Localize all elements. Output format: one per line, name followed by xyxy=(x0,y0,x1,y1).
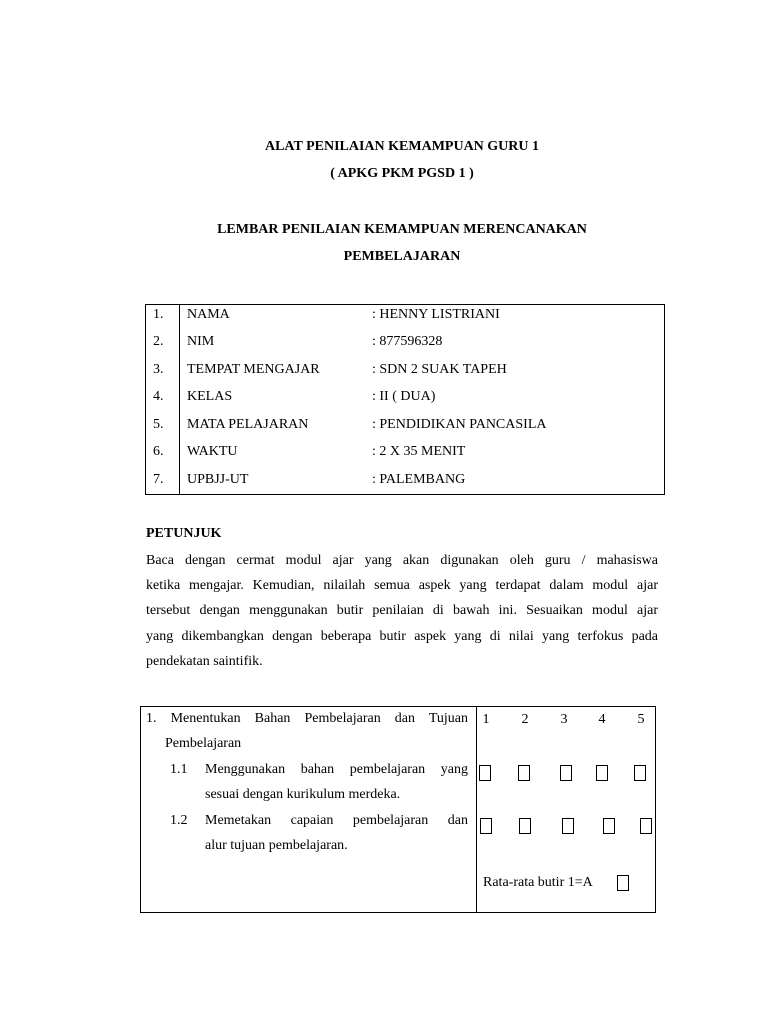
identity-row xyxy=(146,387,664,407)
item-1-2-score-4-checkbox[interactable] xyxy=(603,818,615,834)
row-value: : PENDIDIKAN PANCASILA xyxy=(372,417,547,432)
score-label-2: 2 xyxy=(521,712,529,727)
sheet-title-line-1: LEMBAR PENILAIAN KEMAMPUAN MERENCANAKAN xyxy=(217,222,587,237)
row-value: : HENNY LISTRIANI xyxy=(372,307,500,322)
instructions-line: tersebut dengan menggunakan butir penilaian di bawah ini. Sesuaikan modul ajar xyxy=(146,603,658,618)
instructions-line: pendekatan saintifik. xyxy=(146,654,263,669)
row-number: 1. xyxy=(153,307,164,322)
row-value: : 877596328 xyxy=(372,334,443,349)
row-label: NAMA xyxy=(187,307,230,322)
section-title-line-2: Pembelajaran xyxy=(165,736,242,751)
item-1-1-score-1-checkbox[interactable] xyxy=(479,765,491,781)
item-1-2-score-5-checkbox[interactable] xyxy=(640,818,652,834)
row-value: : II ( DUA) xyxy=(372,389,436,404)
row-value: : SDN 2 SUAK TAPEH xyxy=(372,362,507,377)
item-1-1-score-2-checkbox[interactable] xyxy=(518,765,530,781)
row-number: 6. xyxy=(153,444,164,459)
instructions-line: ketika mengajar. Kemudian, nilailah semua aspek yang terdapat dalam modul ajar xyxy=(146,578,658,593)
item-number: 1.1 xyxy=(170,762,188,777)
row-number: 5. xyxy=(153,417,164,432)
document-subtitle: ( APKG PKM PGSD 1 ) xyxy=(330,166,474,181)
score-label-4: 4 xyxy=(598,712,606,727)
identity-row xyxy=(146,360,664,380)
row-label: UPBJJ-UT xyxy=(187,472,249,487)
average-label: Rata-rata butir 1=A xyxy=(483,875,593,890)
identity-row xyxy=(146,305,664,325)
assessment-table xyxy=(140,706,656,913)
item-1-2-score-3-checkbox[interactable] xyxy=(562,818,574,834)
item-text-line-1: Memetakan capaian pembelajaran dan xyxy=(205,813,468,828)
item-1-2-score-2-checkbox[interactable] xyxy=(519,818,531,834)
row-number: 2. xyxy=(153,334,164,349)
row-value: : 2 X 35 MENIT xyxy=(372,444,466,459)
item-number: 1.2 xyxy=(170,813,188,828)
identity-row xyxy=(146,470,664,490)
item-1-1-score-3-checkbox[interactable] xyxy=(560,765,572,781)
item-1-1-score-4-checkbox[interactable] xyxy=(596,765,608,781)
item-1-1-score-5-checkbox[interactable] xyxy=(634,765,646,781)
average-score-box[interactable] xyxy=(617,875,629,891)
instructions-line: yang dikembangkan dengan beberapa butir aspek yang di nilai yang terfokus pada xyxy=(146,629,658,644)
item-text-line-1: Menggunakan bahan pembelajaran yang xyxy=(205,762,468,777)
identity-row xyxy=(146,332,664,352)
item-text-line-2: sesuai dengan kurikulum merdeka. xyxy=(205,787,401,802)
document-title: ALAT PENILAIAN KEMAMPUAN GURU 1 xyxy=(264,139,540,154)
assessment-table-divider xyxy=(476,707,477,912)
identity-row xyxy=(146,415,664,435)
row-label: TEMPAT MENGAJAR xyxy=(187,362,320,377)
row-number: 3. xyxy=(153,362,164,377)
item-text-line-2: alur tujuan pembelajaran. xyxy=(205,838,348,853)
row-label: MATA PELAJARAN xyxy=(187,417,309,432)
row-number: 4. xyxy=(153,389,164,404)
section-title-line-1: 1. Menentukan Bahan Pembelajaran dan Tujuan xyxy=(146,711,468,726)
instructions-line: Baca dengan cermat modul ajar yang akan digunakan oleh guru / mahasiswa xyxy=(146,553,658,568)
score-label-3: 3 xyxy=(560,712,568,727)
row-label: KELAS xyxy=(187,389,233,404)
identity-row xyxy=(146,442,664,462)
row-value: : PALEMBANG xyxy=(372,472,466,487)
item-1-2-score-1-checkbox[interactable] xyxy=(480,818,492,834)
score-label-1: 1 xyxy=(482,712,490,727)
instructions-heading: PETUNJUK xyxy=(146,526,222,541)
row-label: NIM xyxy=(187,334,215,349)
identity-table xyxy=(145,304,665,495)
row-label: WAKTU xyxy=(187,444,238,459)
row-number: 7. xyxy=(153,472,164,487)
sheet-title-line-2: PEMBELAJARAN xyxy=(343,249,461,264)
score-label-5: 5 xyxy=(637,712,645,727)
